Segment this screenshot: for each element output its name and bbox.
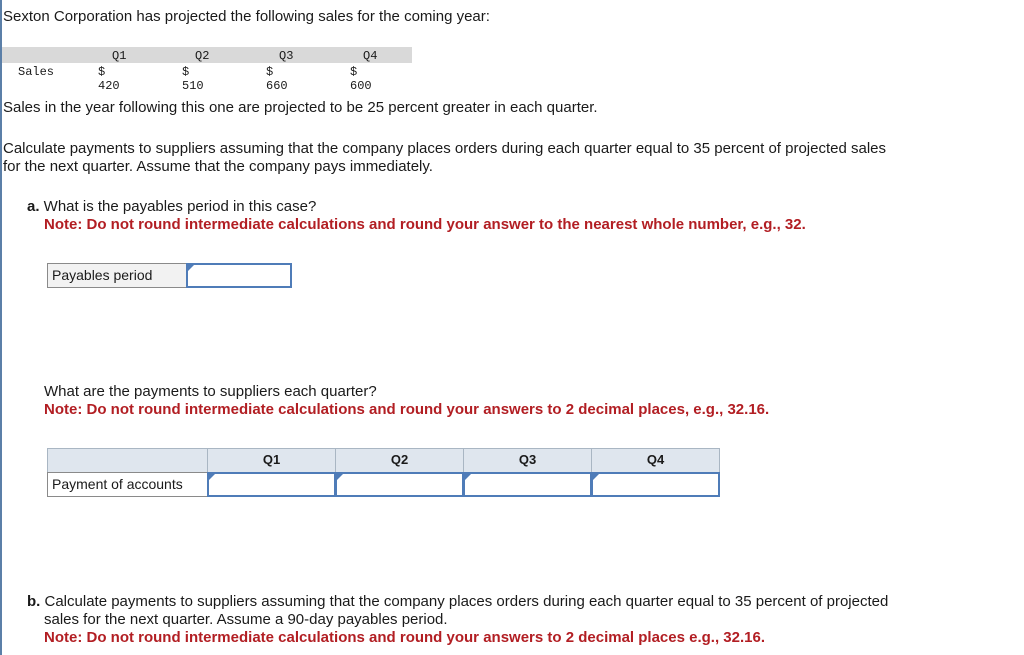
part-a-question-text: What is the payables period in this case? <box>39 198 317 215</box>
sales-value-q2: $ 510 <box>182 65 204 93</box>
sales-header-q1: Q1 <box>112 49 127 63</box>
part-b-prefix: b. <box>27 593 41 610</box>
payments-question: What are the payments to suppliers each quarter? <box>44 383 377 400</box>
payments-header-blank <box>47 448 208 473</box>
growth-text: Sales in the year following this one are projected to be 25 percent greater in each quarter. <box>3 99 598 116</box>
instructions-line-2: for the next quarter. Assume that the company pays immediately. <box>3 158 433 175</box>
part-a-question <box>27 198 316 216</box>
payments-header-q3: Q3 <box>463 448 592 473</box>
part-b-note: Note: Do not round intermediate calculations and round your answers to 2 decimal places e.g., 32.16. <box>44 629 766 646</box>
part-a-note: Note: Do not round intermediate calculations and round your answer to the nearest whole number, e.g., 32. <box>44 216 806 233</box>
sales-value-q1: $ 420 <box>98 65 120 93</box>
payment-q4-input[interactable] <box>591 472 720 497</box>
instructions-line-1: Calculate payments to suppliers assuming that the company places orders during each quarter equal to 35 percent of projected sales <box>3 140 887 157</box>
payments-note: Note: Do not round intermediate calculations and round your answers to 2 decimal places, e.g., 32.16. <box>44 401 770 418</box>
part-b-question <box>27 593 888 611</box>
payment-q2-input[interactable] <box>335 472 464 497</box>
input-marker-icon <box>465 474 471 480</box>
payments-header-q4: Q4 <box>591 448 720 473</box>
payables-period-input[interactable] <box>186 263 292 288</box>
sales-header-q2: Q2 <box>195 49 210 63</box>
sales-value-q3: $ 660 <box>266 65 288 93</box>
input-marker-icon <box>337 474 343 480</box>
instructions-text <box>3 140 886 176</box>
intro-text: Sexton Corporation has projected the following sales for the coming year: <box>3 8 490 25</box>
payment-q3-input[interactable] <box>463 472 592 497</box>
sales-header-q4: Q4 <box>363 49 378 63</box>
payments-header-q1: Q1 <box>207 448 336 473</box>
sales-row-label: Sales <box>18 65 55 79</box>
part-b-line-2: sales for the next quarter. Assume a 90-day payables period. <box>44 611 448 628</box>
input-marker-icon <box>188 265 194 271</box>
payments-header-q2: Q2 <box>335 448 464 473</box>
input-marker-icon <box>593 474 599 480</box>
payment-q1-input[interactable] <box>207 472 336 497</box>
input-marker-icon <box>209 474 215 480</box>
part-a-prefix: a. <box>27 198 40 215</box>
payment-of-accounts-label: Payment of accounts <box>47 472 208 497</box>
sales-header-q3: Q3 <box>279 49 294 63</box>
payables-period-label: Payables period <box>47 263 187 288</box>
left-border-rule <box>0 0 2 655</box>
part-b-line-1: Calculate payments to suppliers assuming that the company places orders during each quarter equal to 35 percent of projected <box>40 593 889 610</box>
sales-value-q4: $ 600 <box>350 65 372 93</box>
